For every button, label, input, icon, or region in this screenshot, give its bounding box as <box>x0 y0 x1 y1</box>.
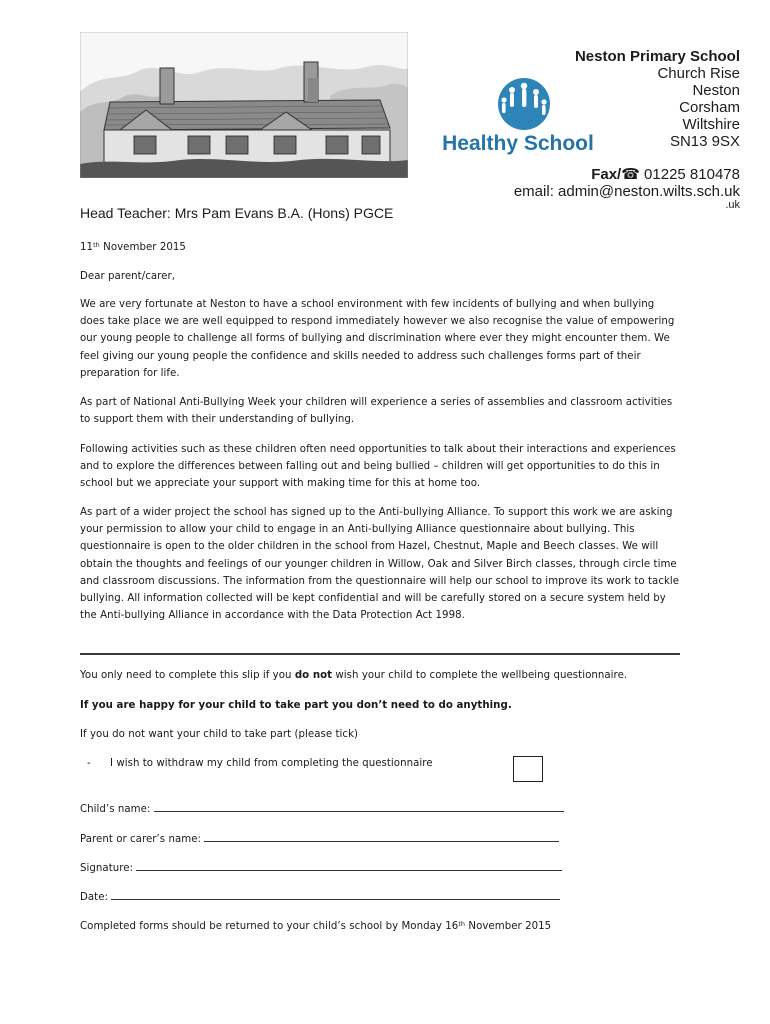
slip-intro-start: You only need to complete this slip if you <box>80 670 295 681</box>
slip-intro <box>80 667 627 684</box>
letter-paragraph: As part of a wider project the school has signed up to the Anti-bullying Alliance. To support this work we are asking your permission to allow your child to engage in an Anti-bullying Alliance questionnaire about bullying. This questionnaire is open to the older children in the school from Hazel, Chestnut, Maple and Beech classes. We will obtain the thoughts and feelings of our younger children in Willow, Oak and Silver Birch classes, through circle time and classroom discussions. The information from the questionnaire will help our school to improve its work to tackle bullying. All information collected will be kept confidential and will be carefully stored on a secure system held by the Anti-bullying Alliance in accordance with the Data Protection Act 1998. <box>80 507 680 622</box>
slip-intro-end: wish your child to complete the wellbeing questionnaire. <box>332 670 628 681</box>
return-text-end: November 2015 <box>465 921 552 932</box>
school-building-sketch <box>80 32 408 178</box>
parent-name-label: Parent or carer’s name: <box>80 834 205 845</box>
withdraw-option-label: I wish to withdraw my child from completing the questionnaire <box>110 758 433 769</box>
return-text-start: Completed forms should be returned to your child’s school by Monday 16 <box>80 921 459 932</box>
address-line: Church Rise <box>657 65 740 82</box>
telephone-icon: ☎ <box>621 166 640 183</box>
head-teacher: Head Teacher: Mrs Pam Evans B.A. (Hons) PGCE <box>80 205 394 221</box>
letter-date <box>80 239 186 256</box>
date-row <box>80 889 560 906</box>
letter-paragraph: As part of National Anti-Bullying Week your children will experience a series of assemblies and classroom activities to support them with their understanding of bullying. <box>80 397 673 426</box>
signature-row <box>80 860 562 877</box>
fax-phone-line <box>514 166 740 183</box>
letter-paragraph: Following activities such as these children often need opportunities to talk about their interactions and experiences and to explore the differences between falling out and being bullied – children will get opportunities to do this in school but we appreciate your support with making time for this at home too. <box>80 444 676 490</box>
childs-name-field[interactable] <box>154 801 564 812</box>
date-day: 11 <box>80 242 94 253</box>
tear-off-divider <box>80 653 680 655</box>
address-line: SN13 9SX <box>669 133 740 150</box>
salutation: Dear parent/carer, <box>80 271 176 282</box>
healthy-school-logo <box>440 76 596 156</box>
withdraw-checkbox[interactable] <box>513 756 543 782</box>
signature-label: Signature: <box>80 863 137 874</box>
date-month-year: November 2015 <box>99 242 186 253</box>
address-line: Wiltshire <box>682 116 740 133</box>
parent-name-field[interactable] <box>204 831 559 842</box>
address-line: Corsham <box>679 99 740 116</box>
date-suffix: th <box>93 241 100 249</box>
tick-instruction: If you do not want your child to take part (please tick) <box>80 729 359 740</box>
school-address <box>575 48 740 150</box>
date-label: Date: <box>80 892 112 903</box>
email-address: email: admin@neston.wilts.sch.uk <box>513 183 740 200</box>
signature-field[interactable] <box>136 860 562 871</box>
slip-intro-emphasis: do not <box>294 670 333 681</box>
parent-name-row <box>80 831 559 848</box>
contact-details <box>514 166 740 211</box>
childs-name-label: Child’s name: <box>80 804 154 815</box>
option-dash: - <box>87 758 91 769</box>
school-name: Neston Primary School <box>574 48 740 65</box>
email-overflow: .uk <box>725 199 740 211</box>
address-line: Neston <box>692 82 740 99</box>
childs-name-row <box>80 801 564 818</box>
svg-text:Healthy School: Healthy School <box>442 132 594 155</box>
return-date-suffix: th <box>458 920 466 928</box>
happy-note: If you are happy for your child to take part you don’t need to do anything. <box>80 700 512 711</box>
return-instruction <box>80 918 551 935</box>
phone-number: 01225 810478 <box>639 166 740 183</box>
fax-label: Fax/ <box>591 166 622 183</box>
letter-paragraph: We are very fortunate at Neston to have a school environment with few incidents of bullying and when bullying does take place we are well equipped to respond immediately however we also recognise the value of empowering our young people to challenge all forms of bullying and discrimination where ever they might encounter them. We feel giving our young people the confidence and skills needed to address such challenges forms part of their preparation for life. <box>80 299 675 379</box>
date-field[interactable] <box>111 889 560 900</box>
